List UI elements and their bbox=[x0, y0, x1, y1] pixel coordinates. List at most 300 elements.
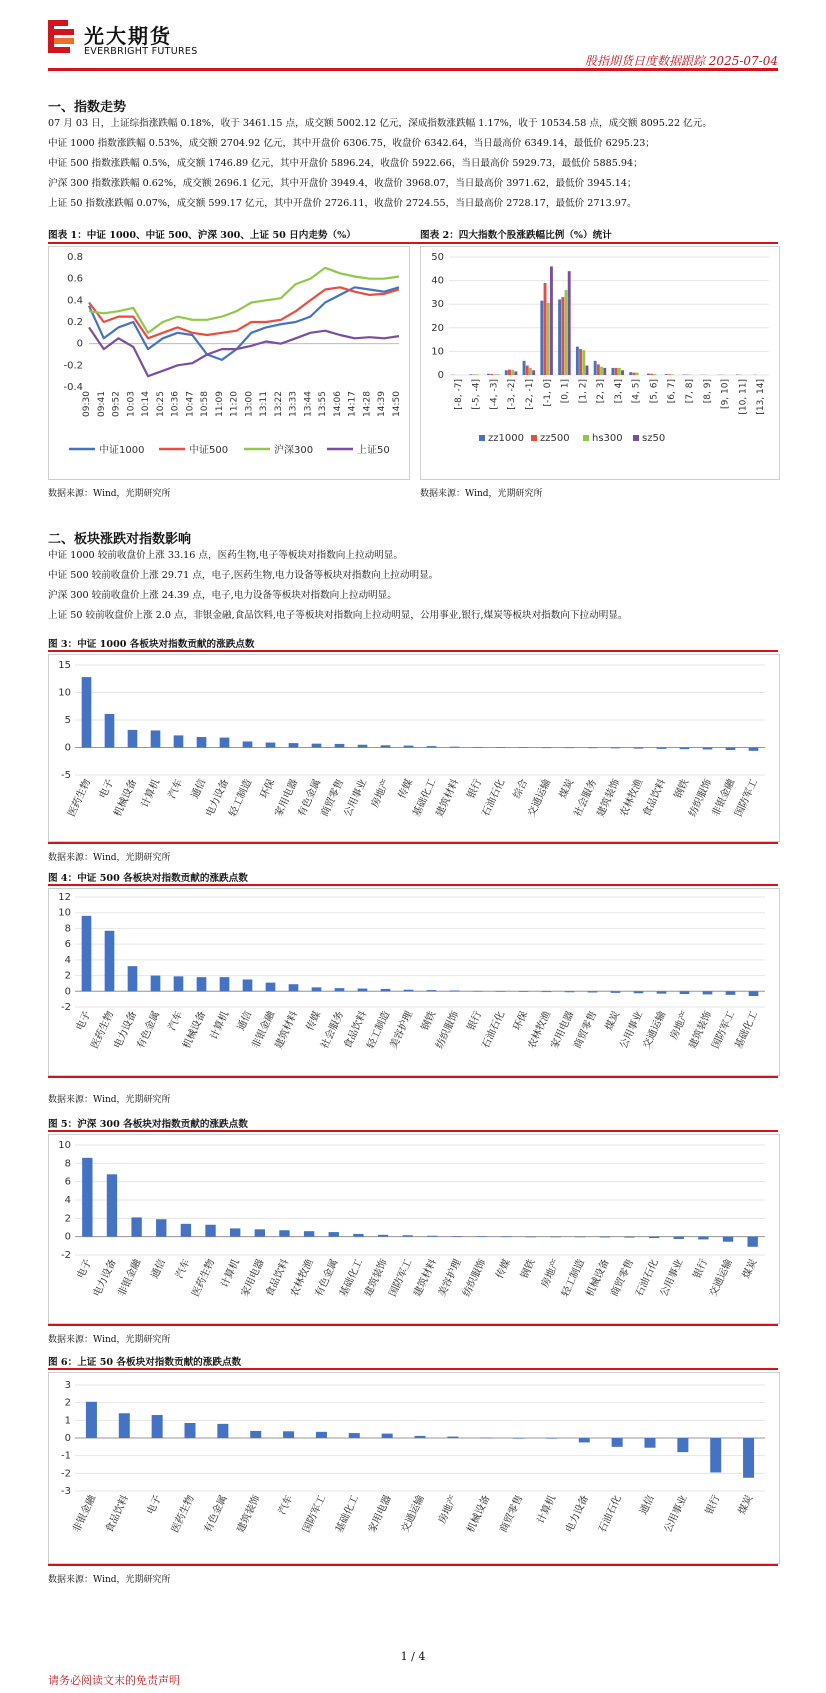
x-tick-label: 国防军工 bbox=[301, 1493, 329, 1535]
bar bbox=[469, 374, 472, 375]
x-tick-label: 环保 bbox=[511, 1009, 531, 1033]
bar bbox=[550, 1237, 560, 1238]
x-tick-label: 电子 bbox=[97, 777, 117, 801]
x-tick-label: 非银金融 bbox=[250, 1009, 278, 1051]
bar bbox=[174, 976, 184, 991]
y-tick-label: -2 bbox=[61, 1002, 71, 1013]
bar bbox=[645, 1438, 656, 1448]
bar bbox=[82, 916, 92, 991]
x-tick-label: 11:20 bbox=[229, 391, 240, 417]
bar bbox=[404, 746, 414, 748]
hs300-sector-bar-chart bbox=[49, 1135, 779, 1323]
bar bbox=[511, 370, 514, 375]
legend-label: 中证1000 bbox=[99, 445, 145, 456]
header-rule bbox=[48, 68, 778, 71]
y-tick-label: 2 bbox=[64, 1397, 71, 1409]
bar bbox=[611, 991, 621, 993]
x-tick-label: [6, 7] bbox=[667, 379, 678, 404]
section1-title: 一、指数走势 bbox=[48, 100, 127, 115]
legend-label: 上证50 bbox=[357, 445, 390, 456]
source-note: 数据来源：Wind，光期研究所 bbox=[48, 853, 171, 863]
x-tick-label: 公用事业 bbox=[662, 1493, 690, 1535]
legend-swatch bbox=[531, 435, 537, 441]
logo bbox=[48, 20, 76, 58]
x-tick-label: 纺织服饰 bbox=[461, 1257, 489, 1299]
x-tick-label: 机械设备 bbox=[112, 777, 140, 819]
legend-label: sz50 bbox=[642, 433, 666, 444]
x-tick-label: 家用电器 bbox=[239, 1257, 267, 1299]
x-tick-label: 电力设备 bbox=[91, 1257, 119, 1299]
x-tick-label: 10:14 bbox=[141, 391, 152, 417]
report-title: 股指期货日度数据跟踪 2025-07-04 bbox=[584, 54, 778, 68]
bar bbox=[565, 991, 575, 992]
x-tick-label: 建筑装饰 bbox=[235, 1493, 263, 1535]
x-tick-label: 10:36 bbox=[170, 391, 181, 417]
y-tick-label: 0 bbox=[64, 1231, 71, 1243]
bar bbox=[657, 748, 667, 749]
bar bbox=[529, 368, 532, 375]
legend-label: zz500 bbox=[540, 433, 570, 444]
paragraph: 中证 1000 指数涨跌幅 0.53%，成交额 2704.92 亿元，其中开盘价 6306.75，收盘价 6342.64，当日最高价 6349.14，最低价 6295.23； bbox=[48, 138, 655, 149]
bar bbox=[561, 297, 564, 375]
x-tick-label: 银行 bbox=[465, 1009, 485, 1033]
bar bbox=[749, 991, 759, 996]
bar bbox=[603, 368, 606, 375]
x-tick-label: [5, 6] bbox=[649, 379, 660, 404]
distribution-bar-chart bbox=[421, 247, 779, 479]
bar bbox=[255, 1229, 265, 1236]
zz500-sector-bar-chart bbox=[49, 889, 779, 1075]
source-note: 数据来源：Wind，光期研究所 bbox=[48, 489, 171, 499]
x-tick-label: 基础化工 bbox=[411, 777, 439, 819]
x-tick-label: 电子 bbox=[145, 1493, 164, 1517]
bar bbox=[568, 271, 571, 375]
section2-title: 二、板块涨跌对指数影响 bbox=[48, 532, 192, 547]
x-tick-label: [2, 3] bbox=[596, 379, 607, 404]
bar bbox=[480, 1438, 491, 1439]
y-tick-label: 12 bbox=[58, 892, 71, 903]
x-tick-label: [-3, -2] bbox=[507, 379, 518, 410]
x-tick-label: 建筑装饰 bbox=[362, 1257, 390, 1299]
x-tick-label: 计算机 bbox=[139, 777, 163, 810]
x-tick-label: 建筑材料 bbox=[273, 1009, 301, 1051]
y-tick-label: -1 bbox=[61, 1450, 71, 1462]
bar bbox=[703, 991, 713, 994]
x-tick-label: 银行 bbox=[691, 1257, 711, 1281]
disclaimer-note: 请务必阅读文末的免责声明 bbox=[48, 1674, 180, 1687]
bar bbox=[452, 1236, 462, 1237]
y-tick-label: 5 bbox=[64, 715, 71, 726]
bar bbox=[634, 991, 644, 993]
y-tick-label: 15 bbox=[58, 660, 71, 671]
x-tick-label: 医药生物 bbox=[190, 1257, 218, 1299]
bar bbox=[698, 1237, 708, 1240]
bar bbox=[378, 1235, 388, 1237]
x-tick-label: 社会服务 bbox=[319, 1009, 347, 1051]
x-tick-label: 家用电器 bbox=[366, 1493, 394, 1535]
bar bbox=[197, 977, 207, 991]
x-tick-label: 公用事业 bbox=[618, 1009, 646, 1051]
x-tick-label: 轻工制造 bbox=[560, 1257, 587, 1299]
bar bbox=[618, 368, 621, 375]
y-tick-label: 20 bbox=[431, 322, 444, 334]
bar bbox=[505, 370, 508, 375]
bar bbox=[586, 366, 589, 375]
y-tick-label: 3 bbox=[64, 1380, 71, 1391]
bar bbox=[703, 748, 713, 750]
x-tick-label: 石油石化 bbox=[633, 1257, 661, 1299]
bar bbox=[403, 1235, 413, 1236]
bar bbox=[82, 1158, 92, 1237]
figure-rule bbox=[48, 1130, 778, 1132]
bar bbox=[304, 1231, 314, 1237]
bar bbox=[382, 1434, 393, 1438]
x-tick-label: 环保 bbox=[258, 777, 278, 801]
x-tick-label: 通信 bbox=[235, 1009, 255, 1033]
bar bbox=[450, 747, 460, 748]
bar bbox=[743, 1438, 754, 1478]
x-tick-label: 农林牧渔 bbox=[618, 777, 646, 819]
x-tick-label: 13:55 bbox=[318, 391, 329, 417]
bar bbox=[128, 730, 138, 748]
figure-rule bbox=[48, 884, 778, 886]
x-tick-label: [1, 2] bbox=[578, 379, 589, 404]
x-tick-label: 传媒 bbox=[494, 1257, 513, 1281]
y-tick-label: -2 bbox=[61, 1250, 71, 1261]
bar bbox=[312, 744, 322, 748]
x-tick-label: 电力设备 bbox=[204, 777, 232, 819]
bar bbox=[197, 737, 207, 747]
x-tick-label: 电子 bbox=[74, 1009, 94, 1033]
x-tick-label: 传媒 bbox=[304, 1009, 324, 1033]
x-tick-label: 纺织服饰 bbox=[687, 777, 715, 819]
paragraph: 中证 500 较前收盘价上涨 29.71 点，电子,医药生物,电力设备等板块对指数向上拉动明显。 bbox=[48, 570, 439, 581]
paragraph: 中证 500 指数涨跌幅 0.5%，成交额 1746.89 亿元，其中开盘价 5896.24，收盘价 5922.66，当日最高价 5929.73，最低价 5885.94； bbox=[48, 158, 643, 169]
bar bbox=[266, 983, 276, 992]
x-tick-label: 建筑装饰 bbox=[687, 1009, 715, 1051]
bar bbox=[600, 367, 603, 375]
chart-1-box bbox=[48, 246, 410, 480]
figure-rule bbox=[48, 1324, 778, 1326]
bar bbox=[665, 374, 668, 375]
x-tick-label: 11:09 bbox=[214, 391, 225, 417]
y-tick-label: 4 bbox=[64, 1195, 71, 1206]
x-tick-label: 煤炭 bbox=[557, 777, 577, 801]
bar bbox=[404, 990, 414, 992]
bar bbox=[131, 1217, 141, 1236]
bar bbox=[575, 1237, 585, 1238]
bar bbox=[335, 988, 345, 991]
x-tick-label: 计算机 bbox=[535, 1493, 559, 1526]
y-tick-label: 40 bbox=[431, 275, 444, 287]
y-tick-label: 8 bbox=[64, 1158, 71, 1170]
bar bbox=[547, 303, 550, 375]
y-tick-label: 2 bbox=[64, 1213, 71, 1225]
bar bbox=[473, 991, 483, 992]
x-tick-label: 13:00 bbox=[244, 391, 255, 417]
bar bbox=[649, 1237, 659, 1238]
x-tick-label: 传媒 bbox=[396, 777, 416, 801]
x-tick-label: 轻工制造 bbox=[365, 1009, 393, 1051]
bar bbox=[526, 366, 529, 375]
x-tick-label: 食品饮料 bbox=[342, 1009, 370, 1051]
x-tick-label: 有色金属 bbox=[313, 1257, 341, 1299]
bar bbox=[565, 290, 568, 375]
x-tick-label: 14:28 bbox=[362, 391, 373, 417]
bar bbox=[558, 299, 561, 375]
bar bbox=[381, 989, 391, 991]
bar bbox=[185, 1423, 196, 1438]
y-tick-label: 0.6 bbox=[67, 273, 83, 285]
x-tick-label: 非银金融 bbox=[710, 777, 738, 819]
bar bbox=[629, 372, 632, 375]
bar bbox=[151, 730, 161, 747]
y-tick-label: 30 bbox=[431, 299, 444, 311]
x-tick-label: 房地产 bbox=[436, 1493, 460, 1526]
chart-3-box bbox=[48, 654, 780, 842]
y-tick-label: 6 bbox=[64, 939, 71, 951]
x-tick-label: [3, 4] bbox=[613, 379, 624, 404]
x-tick-label: 13:44 bbox=[303, 391, 314, 417]
x-tick-label: 煤炭 bbox=[736, 1493, 756, 1517]
bar bbox=[513, 1438, 524, 1439]
x-tick-label: 汽车 bbox=[166, 777, 186, 801]
x-tick-label: 家用电器 bbox=[273, 777, 301, 819]
bar bbox=[514, 371, 517, 375]
y-tick-label: -2 bbox=[61, 1468, 71, 1480]
bar bbox=[542, 748, 552, 749]
legend-label: zz1000 bbox=[488, 433, 524, 444]
x-tick-label: 商贸零售 bbox=[319, 777, 347, 819]
x-tick-label: 房地产 bbox=[539, 1257, 563, 1290]
y-tick-label: 0 bbox=[76, 338, 83, 350]
x-tick-label: 非银金融 bbox=[116, 1257, 144, 1299]
figure-rule bbox=[48, 650, 778, 652]
bar bbox=[152, 1415, 163, 1438]
x-tick-label: 基础化工 bbox=[733, 1009, 761, 1051]
x-tick-label: 社会服务 bbox=[572, 777, 600, 819]
bar bbox=[250, 1431, 261, 1438]
x-tick-label: 商贸零售 bbox=[572, 1009, 600, 1051]
bar bbox=[668, 374, 671, 375]
zz1000-sector-bar-chart bbox=[49, 655, 779, 841]
paragraph: 07 月 03 日，上证综指涨跌幅 0.18%，收于 3461.15 点，成交额 5002.12 亿元，深成指数涨跌幅 1.17%，收于 10534.58 点，成交额 8095.22 亿元。 bbox=[48, 118, 712, 129]
bar bbox=[119, 1413, 130, 1438]
bar bbox=[653, 374, 656, 375]
x-tick-label: [0, 1] bbox=[560, 379, 571, 404]
bar bbox=[128, 966, 138, 991]
x-tick-label: 钢铁 bbox=[672, 777, 692, 801]
bar bbox=[353, 1234, 363, 1237]
x-tick-label: 美容护理 bbox=[388, 1009, 416, 1051]
bar bbox=[611, 748, 621, 749]
figure-2-title: 图表 2：四大指数个股涨跌幅比例（%）统计 bbox=[420, 230, 612, 241]
source-note: 数据来源：Wind，光期研究所 bbox=[420, 489, 543, 499]
bar bbox=[544, 283, 547, 375]
x-tick-label: 房地产 bbox=[668, 1009, 692, 1042]
bar bbox=[588, 991, 598, 992]
x-tick-label: 农林牧渔 bbox=[288, 1257, 316, 1299]
bar bbox=[450, 991, 460, 992]
bar bbox=[279, 1230, 289, 1236]
chart-6-box bbox=[48, 1372, 780, 1564]
x-tick-label: 医药生物 bbox=[169, 1493, 197, 1535]
bar bbox=[283, 1431, 294, 1438]
legend-swatch bbox=[633, 435, 639, 441]
bar bbox=[217, 1424, 228, 1438]
bar bbox=[82, 677, 92, 747]
source-note: 数据来源：Wind，光期研究所 bbox=[48, 1335, 171, 1345]
bar bbox=[496, 747, 506, 748]
x-tick-label: 计算机 bbox=[208, 1009, 232, 1042]
x-tick-label: 通信 bbox=[149, 1257, 168, 1281]
bar bbox=[576, 347, 579, 375]
x-tick-label: 国防军工 bbox=[710, 1009, 738, 1051]
x-tick-label: [-1, 0] bbox=[542, 379, 553, 407]
x-tick-label: 14:06 bbox=[332, 391, 343, 417]
bar bbox=[86, 1402, 97, 1438]
bar bbox=[220, 738, 230, 748]
x-tick-label: 房地产 bbox=[369, 777, 393, 810]
x-tick-label: 非银金融 bbox=[71, 1493, 99, 1535]
x-tick-label: 综合 bbox=[511, 777, 531, 801]
x-tick-label: 公用事业 bbox=[658, 1257, 686, 1299]
legend-label: 中证500 bbox=[189, 445, 229, 456]
bar bbox=[490, 374, 493, 375]
x-tick-label: [10, 11] bbox=[738, 379, 749, 415]
x-tick-label: 石油石化 bbox=[596, 1493, 624, 1535]
x-tick-label: 美容护理 bbox=[436, 1257, 464, 1299]
y-tick-label: -0.2 bbox=[63, 360, 83, 372]
bar bbox=[723, 1237, 733, 1242]
figure-6-title: 图 6：上证 50 各板块对指数贡献的涨跌点数 bbox=[48, 1357, 242, 1368]
x-tick-label: 交通运输 bbox=[707, 1257, 735, 1299]
x-tick-label: 基础化工 bbox=[334, 1493, 362, 1535]
bar bbox=[671, 374, 674, 375]
bar bbox=[749, 748, 759, 751]
bar bbox=[220, 977, 230, 991]
x-tick-label: 汽车 bbox=[174, 1257, 193, 1281]
chart-5-box bbox=[48, 1134, 780, 1324]
paragraph: 中证 1000 较前收盘价上涨 33.16 点，医药生物,电子等板块对指数向上拉动明显。 bbox=[48, 550, 403, 561]
bar bbox=[588, 748, 598, 749]
bar bbox=[579, 349, 582, 375]
bar bbox=[487, 374, 490, 375]
legend-label: hs300 bbox=[592, 433, 623, 444]
x-tick-label: 家用电器 bbox=[549, 1009, 577, 1051]
bar bbox=[647, 374, 650, 375]
bar bbox=[523, 361, 526, 375]
y-tick-label: 8 bbox=[64, 923, 71, 935]
bar bbox=[476, 374, 479, 375]
company-name-cn: 光大期货 bbox=[84, 24, 172, 48]
x-tick-label: 机械设备 bbox=[465, 1493, 493, 1535]
figure-3-title: 图 3：中证 1000 各板块对指数贡献的涨跌点数 bbox=[48, 639, 255, 650]
x-tick-label: [7, 8] bbox=[685, 379, 695, 404]
series-line bbox=[89, 327, 399, 376]
y-tick-label: -5 bbox=[61, 770, 71, 781]
x-tick-label: 交通运输 bbox=[641, 1009, 669, 1051]
figure-4-title: 图 4：中证 500 各板块对指数贡献的涨跌点数 bbox=[48, 873, 248, 884]
bar bbox=[447, 1437, 458, 1438]
bar bbox=[289, 743, 299, 747]
x-tick-label: [-8, -7] bbox=[453, 379, 464, 410]
bar bbox=[526, 1237, 536, 1238]
x-tick-label: 汽车 bbox=[166, 1009, 186, 1033]
x-tick-label: 机械设备 bbox=[181, 1009, 209, 1051]
x-tick-label: 13:33 bbox=[288, 391, 299, 417]
bar bbox=[107, 1174, 117, 1236]
chart-4-box bbox=[48, 888, 780, 1076]
bar bbox=[600, 1237, 610, 1238]
bar bbox=[508, 370, 511, 375]
y-tick-label: 10 bbox=[58, 687, 71, 699]
bar bbox=[329, 1232, 339, 1237]
x-tick-label: [-4, -3] bbox=[489, 379, 500, 410]
x-tick-label: 食品饮料 bbox=[264, 1257, 292, 1299]
bar bbox=[615, 368, 618, 375]
bar bbox=[748, 1237, 758, 1247]
x-tick-label: 商贸零售 bbox=[498, 1493, 526, 1535]
bar bbox=[316, 1432, 327, 1438]
legend-label: 沪深300 bbox=[274, 445, 314, 456]
bar bbox=[289, 984, 299, 991]
intraday-line-chart bbox=[49, 247, 409, 479]
paragraph: 沪深 300 指数涨跌幅 0.62%，成交额 2696.1 亿元，其中开盘价 3949.4，收盘价 3968.07，当日最高价 3971.62，最低价 3945.14； bbox=[48, 178, 637, 189]
x-tick-label: 医药生物 bbox=[66, 777, 94, 819]
x-tick-label: 交通运输 bbox=[399, 1493, 427, 1535]
bar bbox=[156, 1219, 166, 1236]
y-tick-label: 4 bbox=[64, 954, 71, 966]
bar bbox=[174, 735, 184, 747]
bar bbox=[243, 980, 253, 992]
bar bbox=[621, 370, 624, 375]
bar bbox=[230, 1228, 240, 1236]
y-tick-label: 10 bbox=[431, 346, 444, 358]
x-tick-label: 09:52 bbox=[111, 391, 122, 417]
x-tick-label: [4, 5] bbox=[631, 379, 642, 404]
bar bbox=[349, 1433, 360, 1438]
bar bbox=[335, 744, 345, 748]
x-tick-label: 石油石化 bbox=[480, 777, 508, 819]
x-tick-label: 纺织服饰 bbox=[434, 1009, 462, 1051]
y-tick-label: 0 bbox=[64, 742, 71, 754]
bar bbox=[579, 1438, 590, 1442]
y-tick-label: 0 bbox=[437, 370, 444, 381]
x-tick-label: 银行 bbox=[465, 777, 485, 801]
y-tick-label: 50 bbox=[431, 252, 444, 263]
bar bbox=[205, 1225, 215, 1237]
series-line bbox=[89, 268, 399, 333]
x-tick-label: 商贸零售 bbox=[609, 1257, 637, 1299]
bar bbox=[611, 368, 614, 375]
x-tick-label: 汽车 bbox=[276, 1493, 296, 1517]
x-tick-label: 14:17 bbox=[347, 391, 358, 417]
x-tick-label: 通信 bbox=[638, 1493, 657, 1517]
x-tick-label: 公用事业 bbox=[342, 777, 370, 819]
bar bbox=[151, 976, 161, 992]
x-tick-label: 农林牧渔 bbox=[526, 1009, 554, 1051]
x-tick-label: 食品饮料 bbox=[641, 777, 669, 819]
x-tick-label: 有色金属 bbox=[135, 1009, 163, 1051]
x-tick-label: 有色金属 bbox=[296, 777, 324, 819]
bar bbox=[594, 361, 597, 375]
bar bbox=[519, 747, 529, 748]
figure-1-title: 图表 1：中证 1000、中证 500、沪深 300、上证 50 日内走势（%） bbox=[48, 230, 356, 241]
y-tick-label: 10 bbox=[58, 1140, 71, 1151]
paragraph: 沪深 300 较前收盘价上涨 24.39 点，电子,电力设备等板块对指数向上拉动明显。 bbox=[48, 590, 397, 601]
x-tick-label: 钢铁 bbox=[419, 1009, 439, 1033]
